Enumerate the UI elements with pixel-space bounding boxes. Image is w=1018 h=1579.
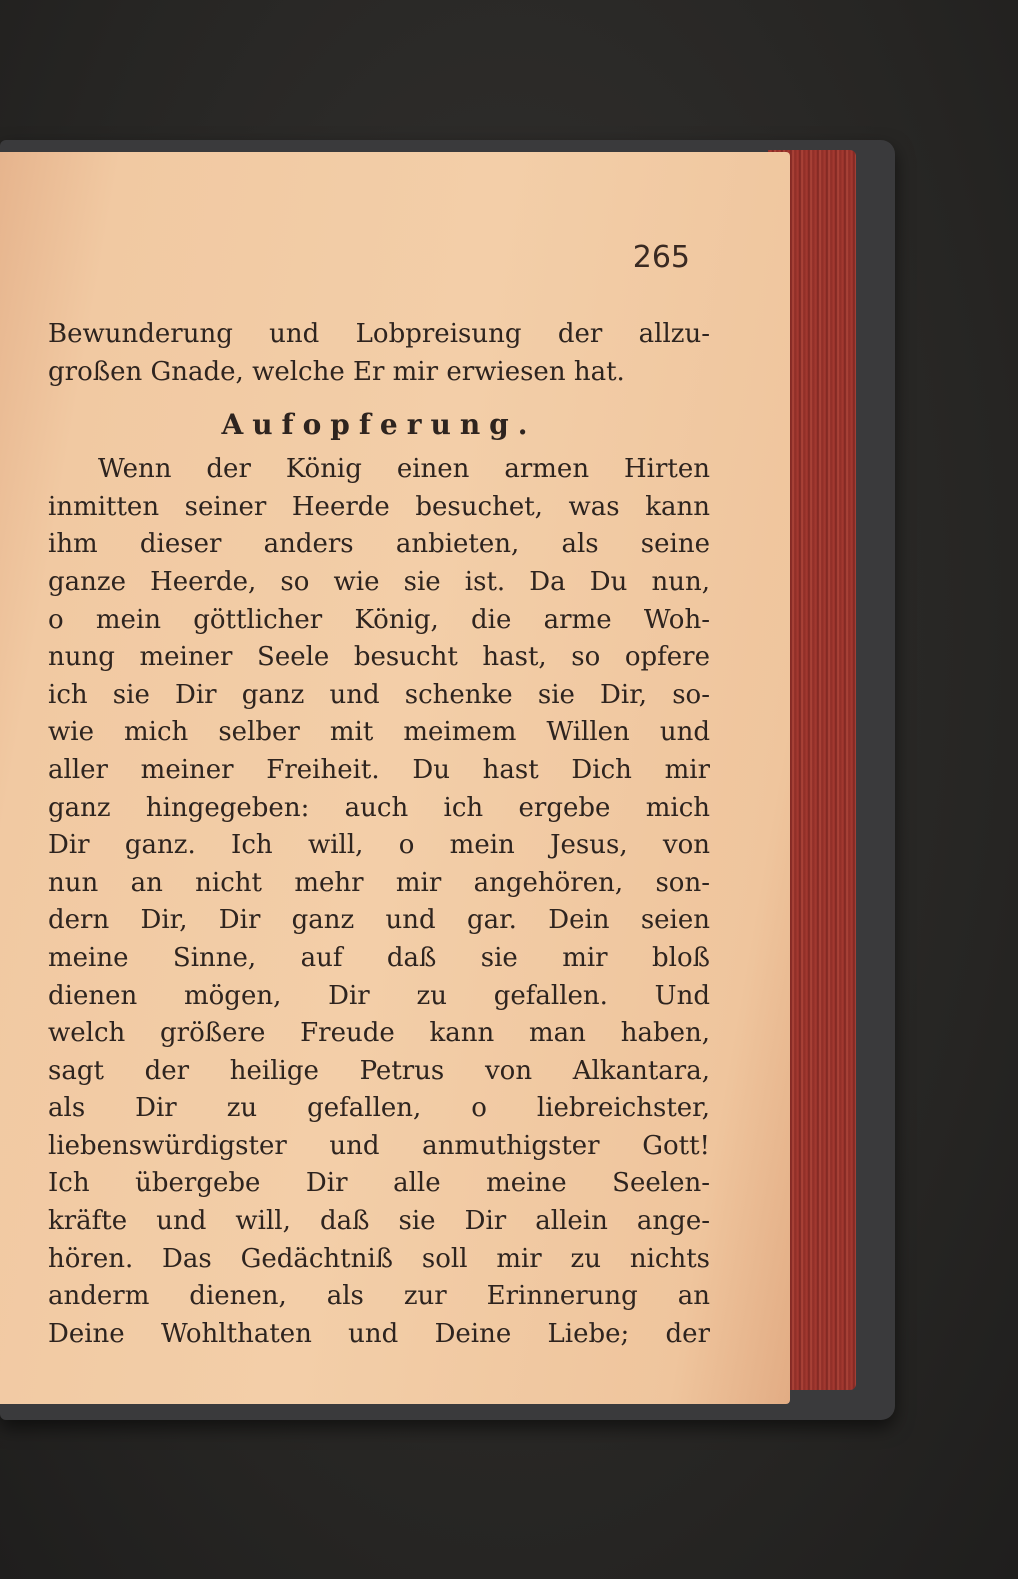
text-line: dern Dir, Dir ganz und gar. Dein seien (48, 905, 710, 936)
text-line: als Dir zu gefallen, o liebreichster, (48, 1093, 710, 1124)
text-line: Deine Wohlthaten und Deine Liebe; der (48, 1318, 710, 1349)
text-line: meine Sinne, auf daß sie mir bloß (48, 942, 710, 973)
text-line: anderm dienen, als zur Erinnerung an (48, 1281, 710, 1312)
text-line: kräfte und will, daß sie Dir allein ange- (48, 1206, 710, 1237)
page-text (48, 316, 710, 1353)
text-line: aller meiner Freiheit. Du hast Dich mir (48, 754, 710, 785)
text-line: welch größere Freude kann man haben, (48, 1018, 710, 1049)
text-line: nung meiner Seele besucht hast, so opfere (48, 642, 710, 673)
text-line: sagt der heilige Petrus von Alkantara, (48, 1055, 710, 1086)
text-line: wie mich selber mit meimem Willen und (48, 717, 710, 748)
text-line: Ich übergebe Dir alle meine Seelen- (48, 1168, 710, 1199)
text-line: Wenn der König einen armen Hirten (98, 454, 710, 485)
text-line: liebenswürdigster und anmuthigster Gott! (48, 1130, 710, 1161)
section-heading: Aufopferung. (221, 408, 537, 442)
text-line: ihm dieser anders anbieten, als seine (48, 529, 710, 560)
text-line: hören. Das Gedächtniß soll mir zu nichts (48, 1243, 710, 1274)
text-line: Bewunderung und Lobpreisung der allzu- (48, 319, 710, 349)
text-line: dienen mögen, Dir zu gefallen. Und (48, 980, 710, 1011)
text-line: großen Gnade, welche Er mir erwiesen hat. (48, 356, 625, 387)
text-line: inmitten seiner Heerde besuchet, was kann (48, 491, 710, 522)
text-line: Dir ganz. Ich will, o mein Jesus, von (48, 830, 710, 861)
text-line: ganze Heerde, so wie sie ist. Da Du nun, (48, 566, 710, 597)
text-line: ganz hingegeben: auch ich ergebe mich (48, 792, 710, 823)
text-line: o mein göttlicher König, die arme Woh- (48, 604, 710, 635)
page-number: 265 (632, 240, 690, 275)
text-line: ich sie Dir ganz und schenke sie Dir, so- (48, 679, 710, 710)
text-line: nun an nicht mehr mir angehören, son- (48, 867, 710, 898)
